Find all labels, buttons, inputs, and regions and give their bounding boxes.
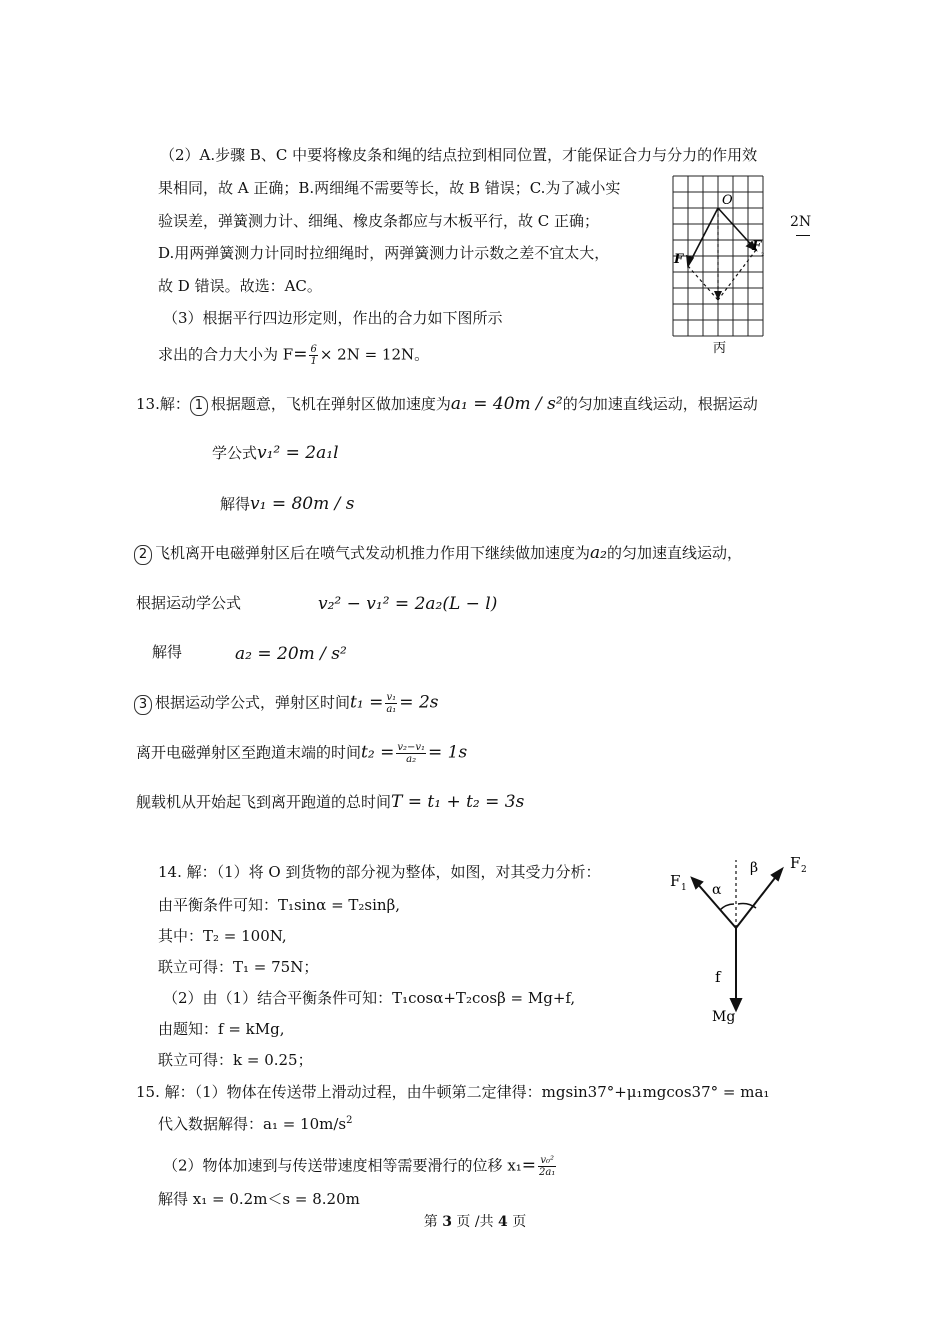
s12-line-3: 验误差，弹簧测力计、细绳、橡皮条都应与木板平行，故 C 正确； <box>158 212 600 230</box>
circled-1: 1 <box>190 396 208 416</box>
s12-line-4: D.用两弹簧测力计同时拉细绳时，两弹簧测力计示数之差不宜太大， <box>158 244 610 262</box>
s12-frac-num: 6 <box>310 344 317 355</box>
s13-line-7 <box>134 692 439 715</box>
s13-math-t1: t₁ = <box>350 692 384 713</box>
s12-line-7-pre: 求出的合力大小为 F <box>158 345 294 364</box>
s13-line-4 <box>134 543 742 565</box>
angle-alpha-arc <box>720 904 734 910</box>
s13-frac-t2 <box>396 742 426 765</box>
footer-pre: 第 <box>423 1214 438 1230</box>
s13-line-2 <box>212 443 339 463</box>
resultant-head <box>714 291 722 300</box>
force-f2-line <box>736 874 778 928</box>
s13-number: 13.解： <box>136 395 190 413</box>
s13-frac-t1 <box>385 692 397 715</box>
s13-frac-t2-num: v₂−v₁ <box>397 742 426 753</box>
label-f1: F <box>670 872 681 890</box>
s12-frac-den: 1 <box>310 356 317 367</box>
label-f2-sub: 2 <box>801 865 807 875</box>
s15-line-1: 15. 解：（1）物体在传送带上滑动过程，由牛顿第二定律得：mgsin37°+μ₁mgcos37° = ma₁ <box>136 1083 770 1101</box>
s15-frac-den: 2a₁ <box>539 1167 556 1178</box>
s13-line-7a: 根据运动学公式，弹射区时间 <box>155 693 351 712</box>
s15-line-2 <box>158 1111 353 1134</box>
s12-eq-sign: = <box>293 344 308 365</box>
s14-line-6: 由题知：f = kMg, <box>158 1020 285 1038</box>
s14-line-3: 其中：T₂ = 100N, <box>158 927 287 945</box>
page-footer <box>0 1211 950 1231</box>
footer-page-number: 3 <box>442 1214 452 1230</box>
label-f: f <box>715 968 721 986</box>
label-f1: F <box>674 252 684 267</box>
s15-line-3a: （2）物体加速到与传送带速度相等需要滑行的位移 x₁ <box>163 1156 522 1175</box>
label-o: O <box>722 193 733 208</box>
force-f1-head <box>687 256 693 266</box>
s13-math-t2-value: = 1s <box>428 742 468 763</box>
s13-frac-t1-den: a₁ <box>386 704 397 715</box>
s15-frac-x1 <box>538 1155 556 1178</box>
s13-math-t1-value: = 2s <box>399 692 439 713</box>
s14-line-5: （2）由（1）结合平衡条件可知：T₁cosα+T₂cosβ = Mg+f, <box>163 989 576 1007</box>
label-beta: β <box>750 860 759 876</box>
s14-line-7: 联立可得：k = 0.25； <box>158 1051 313 1069</box>
s13-line-1b: 的匀加速直线运动，根据运动 <box>562 395 758 413</box>
label-mg: Mg <box>712 1009 736 1025</box>
s13-line-4a: 飞机离开电磁弹射区后在喷气式发动机推力作用下继续做加速度为 <box>155 544 591 562</box>
figure-force-parallelogram <box>668 172 818 362</box>
s15-line-2-sup: 2 <box>346 1115 353 1126</box>
s13-math-kinematics: v₂² − v₁² = 2a₂(L − l) <box>318 594 498 614</box>
s15-line-2a: 代入数据解得：a₁ = 10m/s <box>158 1115 347 1133</box>
s13-math-v1sq: v₁² = 2a₁l <box>257 443 339 463</box>
s13-frac-t1-num: v₁ <box>386 692 397 703</box>
label-f2: F <box>752 239 762 254</box>
s13-math-a2-value: a₂ = 20m / s² <box>235 644 347 664</box>
scale-label: 2N <box>790 214 812 230</box>
s15-line-4: 解得 x₁ = 0.2m＜s = 8.20m <box>158 1190 360 1208</box>
s12-line-1: （2）A.步骤 B、C 中要将橡皮条和绳的结点拉到相同位置，才能保证合力与分力的作用效 <box>160 146 758 164</box>
s12-line-7 <box>158 344 429 367</box>
s13-line-9a: 舰载机从开始起飞到离开跑道的总时间 <box>136 793 392 811</box>
s13-math-a1: a₁ = 40m / s² <box>450 394 563 414</box>
footer-mid: 页 /共 <box>456 1214 494 1230</box>
s13-line-5-label: 根据运动学公式 <box>136 594 242 612</box>
circled-3: 3 <box>134 695 152 715</box>
s13-math-total-time: T = t₁ + t₂ = 3s <box>391 792 525 812</box>
label-f2: F <box>790 854 801 872</box>
s12-line-7-post: × 2N = 12N。 <box>319 345 430 364</box>
s13-line-9 <box>136 792 524 812</box>
s13-line-2a: 学公式 <box>212 444 258 462</box>
s12-line-5: 故 D 错误。故选：AC。 <box>158 277 322 295</box>
figure-force-analysis <box>660 848 820 1028</box>
s13-line-3 <box>220 494 355 514</box>
s15-frac-num: v₀² <box>538 1155 556 1167</box>
s13-line-1 <box>136 394 758 416</box>
s14-line-4: 联立可得：T₁ = 75N； <box>158 958 319 976</box>
label-f1-sub: 1 <box>681 883 687 893</box>
footer-post: 页 <box>512 1214 527 1230</box>
s13-line-6-label: 解得 <box>152 643 183 661</box>
s12-fraction <box>309 344 317 367</box>
s13-line-4b: 的匀加速直线运动， <box>606 544 742 562</box>
footer-total-pages: 4 <box>498 1214 508 1230</box>
s13-line-1a: 根据题意，飞机在弹射区做加速度为 <box>210 395 451 413</box>
s12-line-2: 果相同，故 A 正确；B.两细绳不需要等长，故 B 错误；C.为了减小实 <box>158 179 621 197</box>
parallelogram-side-2 <box>718 250 756 300</box>
circled-2: 2 <box>134 545 152 565</box>
s13-math-a2: a₂ <box>590 543 607 563</box>
s13-line-8 <box>136 742 467 765</box>
s14-line-2: 由平衡条件可知：T₁sinα = T₂sinβ, <box>158 896 401 914</box>
s13-math-t2: t₂ = <box>361 742 395 763</box>
figure-caption: 丙 <box>713 341 727 356</box>
s13-line-8a: 离开电磁弹射区至跑道末端的时间 <box>136 743 362 762</box>
s14-line-1: 14. 解：（1）将 O 到货物的部分视为整体，如图，对其受力分析： <box>158 863 601 881</box>
label-alpha: α <box>712 882 722 898</box>
s13-line-3a: 解得 <box>220 495 251 513</box>
s13-frac-t2-den: a₂ <box>406 754 417 765</box>
scale-bar <box>796 235 810 236</box>
s13-math-v1: v₁ = 80m / s <box>250 494 355 514</box>
s15-line-3 <box>163 1155 558 1178</box>
s12-line-6: （3）根据平行四边形定则，作出的合力如下图所示 <box>163 309 503 327</box>
s15-eq-sign: = <box>521 1155 537 1176</box>
label-f2-sub: ₂ <box>761 249 765 258</box>
